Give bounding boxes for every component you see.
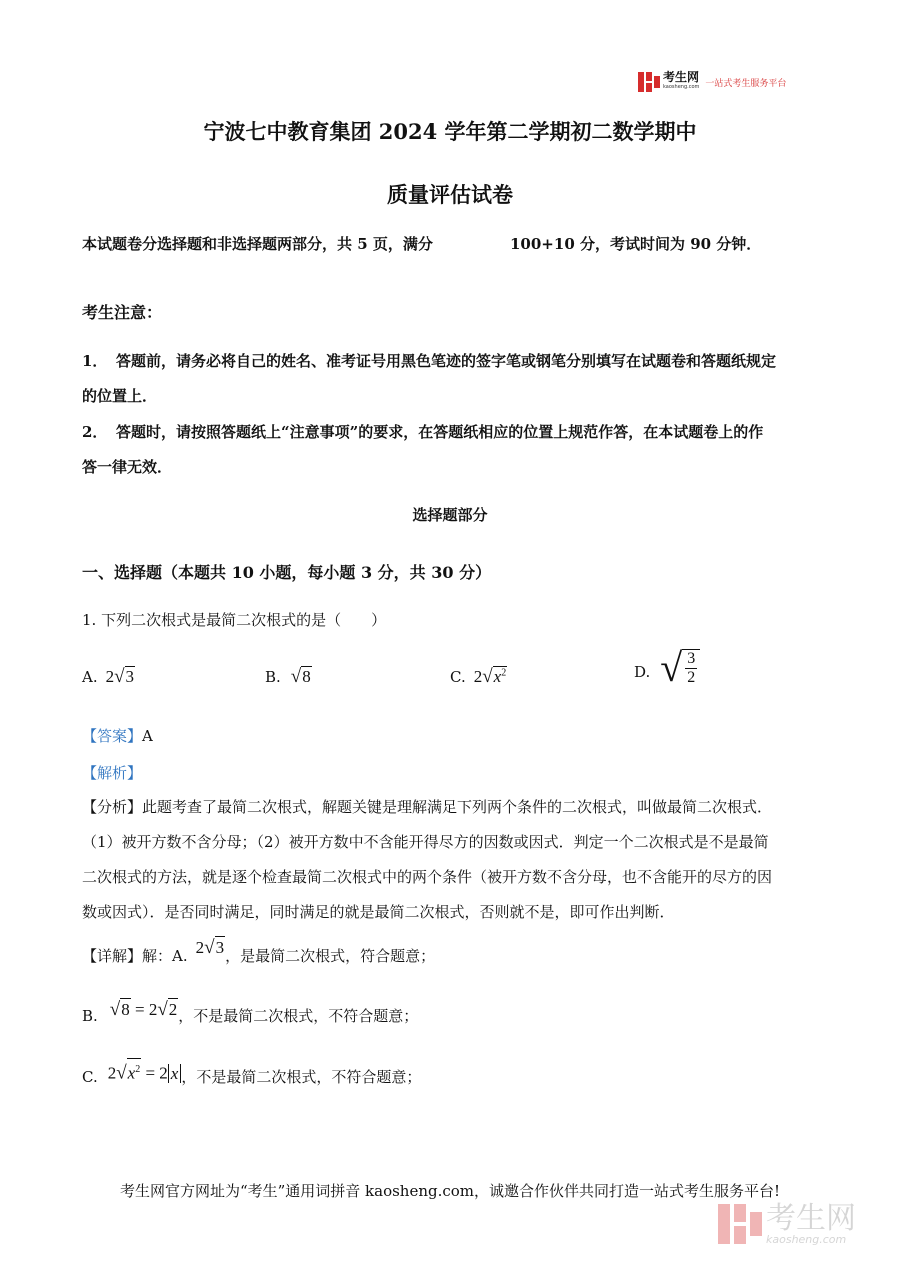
option-d-expr: √ $\frac{3}{2}$ — [660, 648, 700, 688]
page-title-line2: 质量评估试卷 — [387, 182, 513, 207]
xiangjie-c-label: C. — [82, 1068, 98, 1087]
fenxi-line4: 数或因式）．是否同时满足，同时满足的就是最简二次根式，否则就不是，即可作出判断． — [82, 903, 675, 921]
xiangjie-b-expr: √8 = 2√2 — [109, 999, 178, 1020]
option-c-label: C. — [450, 668, 466, 686]
question1-stem: 1. 下列二次根式是最简二次根式的是（ ） — [82, 611, 387, 629]
notice-heading: 考生注意： — [82, 303, 163, 322]
header-logo[interactable] — [638, 72, 786, 92]
watermark-text: 考生网 — [766, 1200, 856, 1236]
fenxi-line3: 二次根式的方法，就是逐个检查最简二次根式中的两个条件（被开方数不含分母，也不含能开的尽方的因 — [82, 868, 773, 886]
xiangjie-c-exponent: 2 — [135, 1064, 141, 1075]
header-slogan: 一站式考生服务平台 — [705, 78, 787, 89]
watermark-subtext: kaosheng.com — [766, 1232, 847, 1246]
xiangjie-b-left: 8 — [121, 1000, 130, 1019]
intro-part2: 100+10 分，考试时间为 90 分钟． — [510, 235, 762, 253]
xiangjie-tag: 【详解】 — [82, 946, 143, 965]
notice-item1-line2: 的位置上． — [82, 387, 158, 405]
option-c-radicand: x — [493, 667, 502, 686]
option-a-label: A. — [82, 668, 98, 686]
xiangjie-b-text: ，不是最简二次根式，不符合题意； — [178, 1006, 419, 1025]
xiangjie-a-text: ，是最简二次根式，符合题意； — [225, 946, 436, 965]
fenxi-line2: （1）被开方数不含分母；（2）被开方数中不含能开得尽方的因数或因式．判定一个二次根式是不是最简 — [82, 833, 769, 851]
option-c[interactable] — [450, 666, 507, 688]
notice-item2-num: 2． — [82, 423, 108, 441]
option-b-expr: √8 — [290, 666, 311, 687]
option-a-radicand: 3 — [125, 667, 135, 686]
section-heading: 一、选择题（本题共 10 小题，每小题 3 分，共 30 分） — [82, 563, 492, 582]
option-a[interactable] — [82, 666, 135, 688]
option-c-expr: $2√x^2$ — [473, 666, 507, 687]
footer-text: 考生网官方网址为“考生”通用词拼音 kaosheng.com，诚邀合作伙伴共同打造一站式考生服务平台! — [119, 1182, 781, 1200]
xiangjie-c-radicand: x — [127, 1063, 136, 1083]
xiangjie-c-text: ，不是最简二次根式，不符合题意； — [181, 1068, 422, 1087]
page-title-line1: 宁波七中教育集团 2024 学年第二学期初二数学期中 — [203, 119, 697, 144]
option-a-coef: 2 — [105, 667, 115, 686]
logo-subtext: kaosheng.com — [663, 84, 700, 90]
xiangjie-c-coef: 2 — [107, 1063, 117, 1083]
xiangjie-c-line — [82, 1064, 421, 1091]
xiangjie-a-radicand: 3 — [215, 938, 225, 957]
notice-item1-num: 1． — [82, 352, 108, 370]
section-part-title: 选择题部分 — [412, 506, 488, 524]
option-b-label: B. — [265, 668, 281, 686]
xiangjie-b-line — [82, 999, 419, 1027]
xiangjie-c-rhs-coef: 2 — [159, 1063, 168, 1083]
watermark-logo-icon — [718, 1202, 762, 1246]
xiangjie-prefix: 解：A. — [142, 946, 188, 965]
xiangjie-b-coef: 2 — [148, 1000, 158, 1019]
xiangjie-c-abs-var: x — [170, 1063, 179, 1083]
fenxi-text1: 此题考查了最简二次根式，解题关键是理解满足下列两个条件的二次根式，叫做最简二次根式． — [142, 798, 773, 816]
answer-tag: 【答案】 — [82, 727, 143, 745]
logo-text: 考生网 — [663, 70, 700, 84]
option-a-expr: 2√3 — [105, 666, 135, 687]
option-c-coef: 2 — [473, 667, 483, 686]
option-d[interactable] — [634, 645, 700, 690]
answer-line — [82, 725, 153, 747]
option-c-exponent: 2 — [501, 667, 507, 679]
xiangjie-a-coef: 2 — [195, 938, 205, 957]
notice-item2-line1: 答题时，请按照答题纸上“注意事项”的要求，在答题纸相应的位置上规范作答，在本试题卷上的作 — [116, 423, 764, 441]
option-d-numerator: 3 — [687, 650, 696, 667]
xiangjie-b-label: B. — [82, 1006, 98, 1025]
footer-watermark — [718, 1202, 856, 1246]
option-d-denominator: 2 — [687, 669, 696, 686]
xiangjie-b-radicand: 2 — [168, 1000, 178, 1019]
intro-part1: 本试题卷分选择题和非选择题两部分，共 5 页，满分 — [82, 235, 433, 253]
fenxi-tag: 【分析】 — [82, 798, 143, 816]
answer-value: A — [142, 727, 153, 745]
notice-item2-line2: 答一律无效． — [82, 458, 173, 476]
option-d-label: D. — [634, 663, 651, 681]
xiangjie-a-line — [82, 937, 436, 967]
kaosheng-logo-icon — [638, 72, 660, 92]
xiangjie-a-expr: 2√3 — [195, 937, 225, 958]
option-b[interactable] — [265, 666, 312, 688]
notice-item1-line1: 答题前，请务必将自己的姓名、准考证号用黑色笔迹的签字笔或钢笔分别填写在试题卷和答题纸规定 — [116, 352, 777, 370]
option-b-radicand: 8 — [302, 667, 311, 686]
xiangjie-c-expr: $2√x^2 = 2$ x — [108, 1058, 182, 1085]
fenxi-line1 — [82, 796, 772, 818]
analysis-tag: 【解析】 — [82, 764, 143, 782]
